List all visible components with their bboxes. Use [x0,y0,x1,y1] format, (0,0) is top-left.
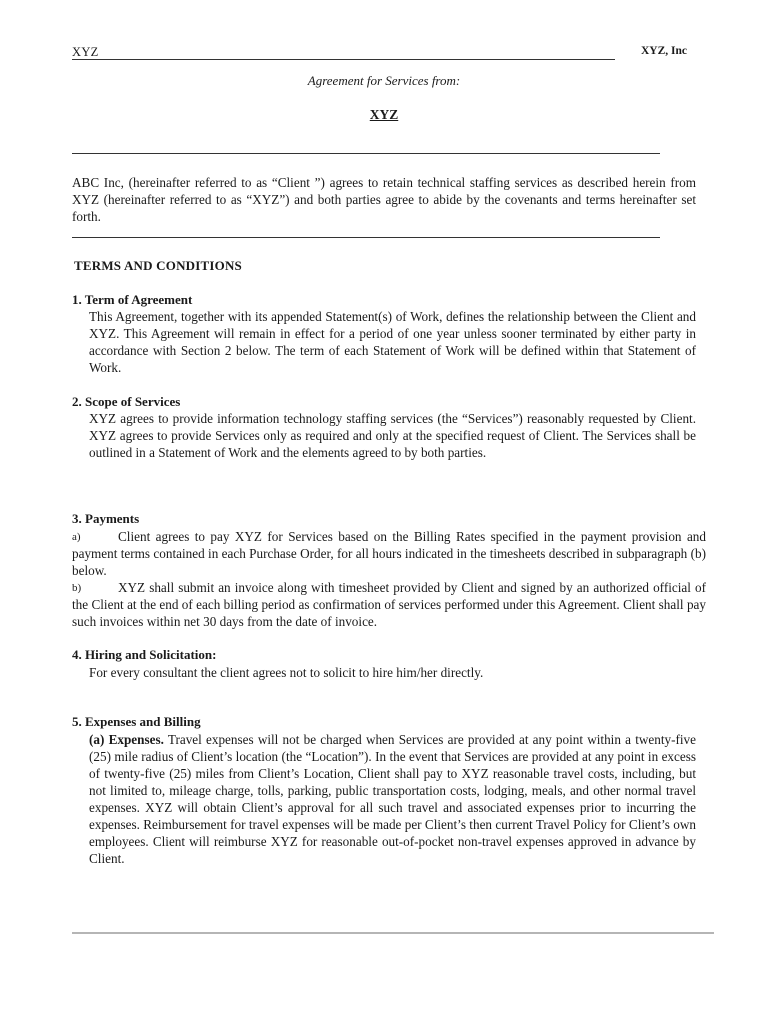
payments-a-text: Client agrees to pay XYZ for Services based on the Billing Rates specified in the payment provision and payment terms contained in each Purchase Order, for all hours indicated in the timesheets described in subparagraph (b) below. [72,529,706,578]
terms-heading: TERMS AND CONDITIONS [74,258,242,273]
header-right: XYZ, Inc [641,45,688,57]
section-expenses-body [89,731,696,867]
section-term-heading: 1. Term of Agreement [72,292,193,307]
divider-bottom [72,237,660,238]
intro-paragraph: ABC Inc, (hereinafter referred to as “Client ”) agrees to retain technical staffing services as described herein from XYZ (hereinafter referred to as “XYZ”) and both parties agree to abide by the covenants and terms hereinafter set forth. [72,175,696,224]
document-subtitle: Agreement for Services from: [307,73,461,88]
section-hiring-heading: 4. Hiring and Solicitation: [72,647,217,662]
header-rule [72,59,615,60]
expenses-sub-label: (a) Expenses. [89,732,164,747]
payments-a-label: a) [72,531,81,543]
section-hiring-body: For every consultant the client agrees not to solicit to hire him/her directly. [89,665,484,680]
payments-b-label: b) [72,582,82,594]
section-term-body: This Agreement, together with its appended Statement(s) of Work, defines the relationship between the Client and XYZ. This Agreement will remain in effect for a period of one year unless sooner terminated by either party in accordance with Section 2 below. The term of each Statement of Work will be defined within that Statement of Work. [89,309,696,375]
document-title: XYZ [369,107,399,122]
payments-b-text: XYZ shall submit an invoice along with timesheet provided by Client and signed by an authorized official of the Client at the end of each billing period as confirmation of services performed under this Agreement. Client shall pay such invoices within net 30 days from the date of invoice. [72,580,706,629]
section-scope-heading: 2. Scope of Services [72,394,181,409]
footer-rule [72,932,714,934]
expenses-text: Travel expenses will not be charged when Services are provided at any point within a twenty-five (25) mile radius of Client’s location (the “Location”). In the event that Services are provided at any point in excess of twenty-five (25) miles from Client’s Location, Client shall pay to XYZ reasonable travel costs, including, but not limited to, mileage charge, tolls, parking, public transportation costs, lodging, meals, and other normal travel expenses. XYZ will obtain Client’s approval for all such travel and associated expenses prior to incurring the expenses. Reimbursement for travel expenses will be made per Client’s then current Travel Policy for Client’s own employees. Client will reimburse XYZ for reasonable out-of-pocket non-travel expenses approved in advance by Client. [89,732,696,866]
divider-top [72,153,660,154]
section-payments-heading: 3. Payments [72,511,140,526]
header-left: XYZ [72,45,99,59]
section-scope-body: XYZ agrees to provide information technology staffing services (the “Services”) reasonably requested by Client. XYZ agrees to provide Services only as required and only at the specified request of Client. The Services shall be outlined in a Statement of Work and the elements agreed to by both parties. [89,411,696,460]
section-expenses-heading: 5. Expenses and Billing [72,714,201,729]
